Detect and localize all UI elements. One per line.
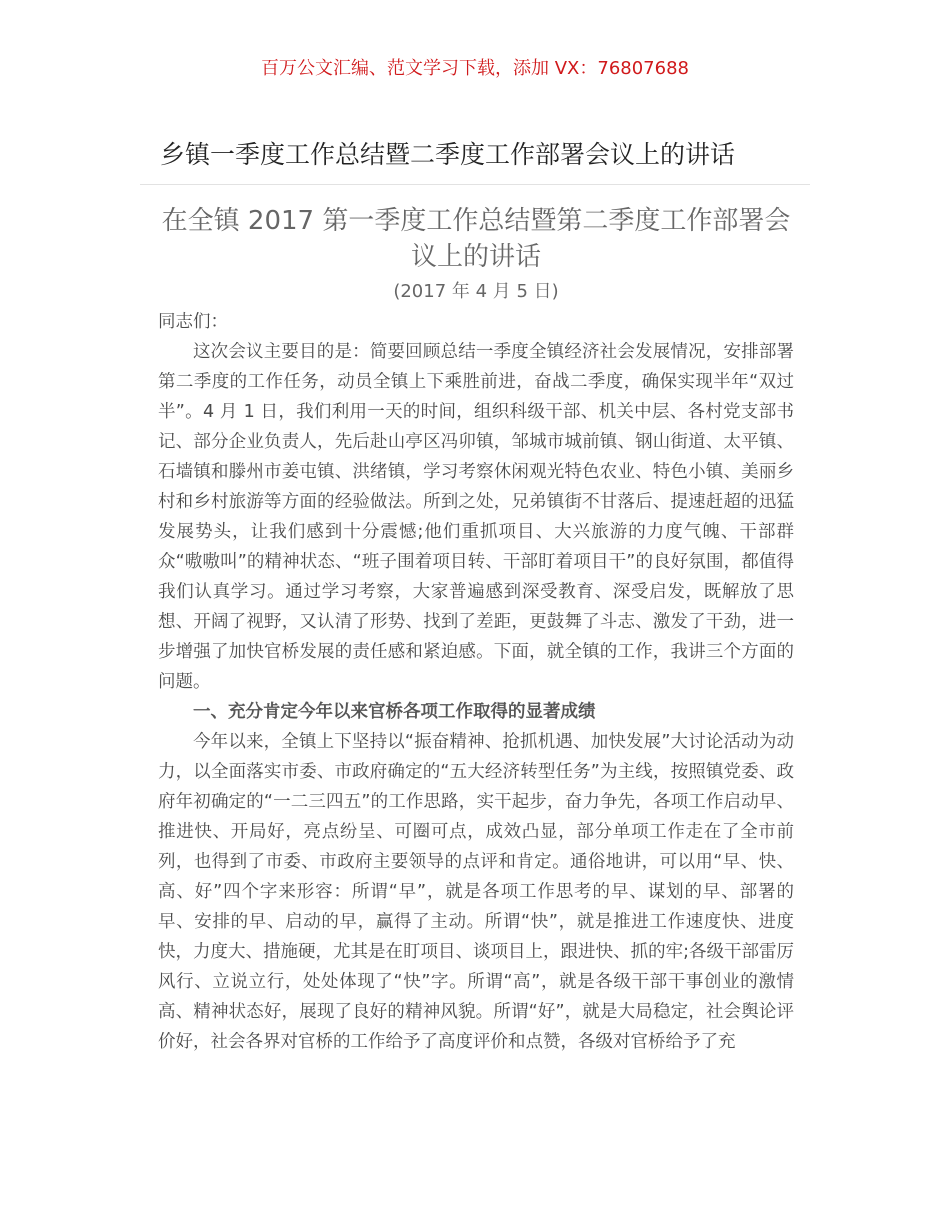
section-heading: 一、充分肯定今年以来官桥各项工作取得的显著成绩 xyxy=(193,702,596,722)
speech-body xyxy=(158,307,794,1057)
title-divider xyxy=(140,184,810,185)
salutation: 同志们： xyxy=(158,312,228,332)
paragraph-achievements: 今年以来，全镇上下坚持以“振奋精神、抢抓机遇、加快发展”大讨论活动为动力，以全面落实市委、市政府确定的“五大经济转型任务”为主线，按照镇党委、政府年初确定的“一二三四五”的工作思路，实干起步，奋力争先，各项工作启动早、推进快、开局好，亮点纷呈、可圈可点，成效凸显，部分单项工作走在了全市前列，也得到了市委、市政府主要领导的点评和肯定。通俗地讲，可以用“早、快、高、好”四个字来形容：所谓“早”，就是各项工作思考的早、谋划的早、部署的早、安排的早、启动的早，赢得了主动。所谓“快”，就是推进工作速度快、进度快，力度大、措施硬，尤其是在盯项目、谈项目上，跟进快、抓的牢;各级干部雷厉风行、立说立行，处处体现了“快”字。所谓“高”，就是各级干部干事创业的激情高、精神状态好，展现了良好的精神风貌。所谓“好”，就是大局稳定，社会舆论评价好，社会各界对官桥的工作给予了高度评价和点赞，各级对官桥给予了充 xyxy=(158,732,794,1052)
document-title: 乡镇一季度工作总结暨二季度工作部署会议上的讲话 xyxy=(160,140,736,169)
paragraph-intro: 这次会议主要目的是：简要回顾总结一季度全镇经济社会发展情况，安排部署第二季度的工作任务，动员全镇上下乘胜前进，奋战二季度，确保实现半年“双过半”。4 月 1 日，我们利用一天的时间，组织科级干部、机关中层、各村党支部书记、部分企业负责人，先后赴山亭区冯卯镇，邹城市城前镇、钢山街道、太平镇、石墙镇和滕州市姜屯镇、洪绪镇，学习考察休闲观光特色农业、特色小镇、美丽乡村和乡村旅游等方面的经验做法。所到之处，兄弟镇街不甘落后、提速赶超的迅猛发展势头，让我们感到十分震憾;他们重抓项目、大兴旅游的力度气魄、干部群众“嗷嗷叫”的精神状态、“班子围着项目转、干部盯着项目干”的良好氛围，都值得我们认真学习。通过学习考察，大家普遍感到深受教育、深受启发，既解放了思想、开阔了视野，又认清了形势、找到了差距，更鼓舞了斗志、激发了干劲，进一步增强了加快官桥发展的责任感和紧迫感。下面，就全镇的工作，我讲三个方面的问题。 xyxy=(158,342,794,692)
speech-title: 在全镇 2017 第一季度工作总结暨第二季度工作部署会议上的讲话 xyxy=(161,206,791,272)
speech-date: (2017 年 4 月 5 日) xyxy=(393,281,559,302)
watermark-banner: 百万公文汇编、范文学习下载，添加 VX：76807688 xyxy=(261,58,689,79)
